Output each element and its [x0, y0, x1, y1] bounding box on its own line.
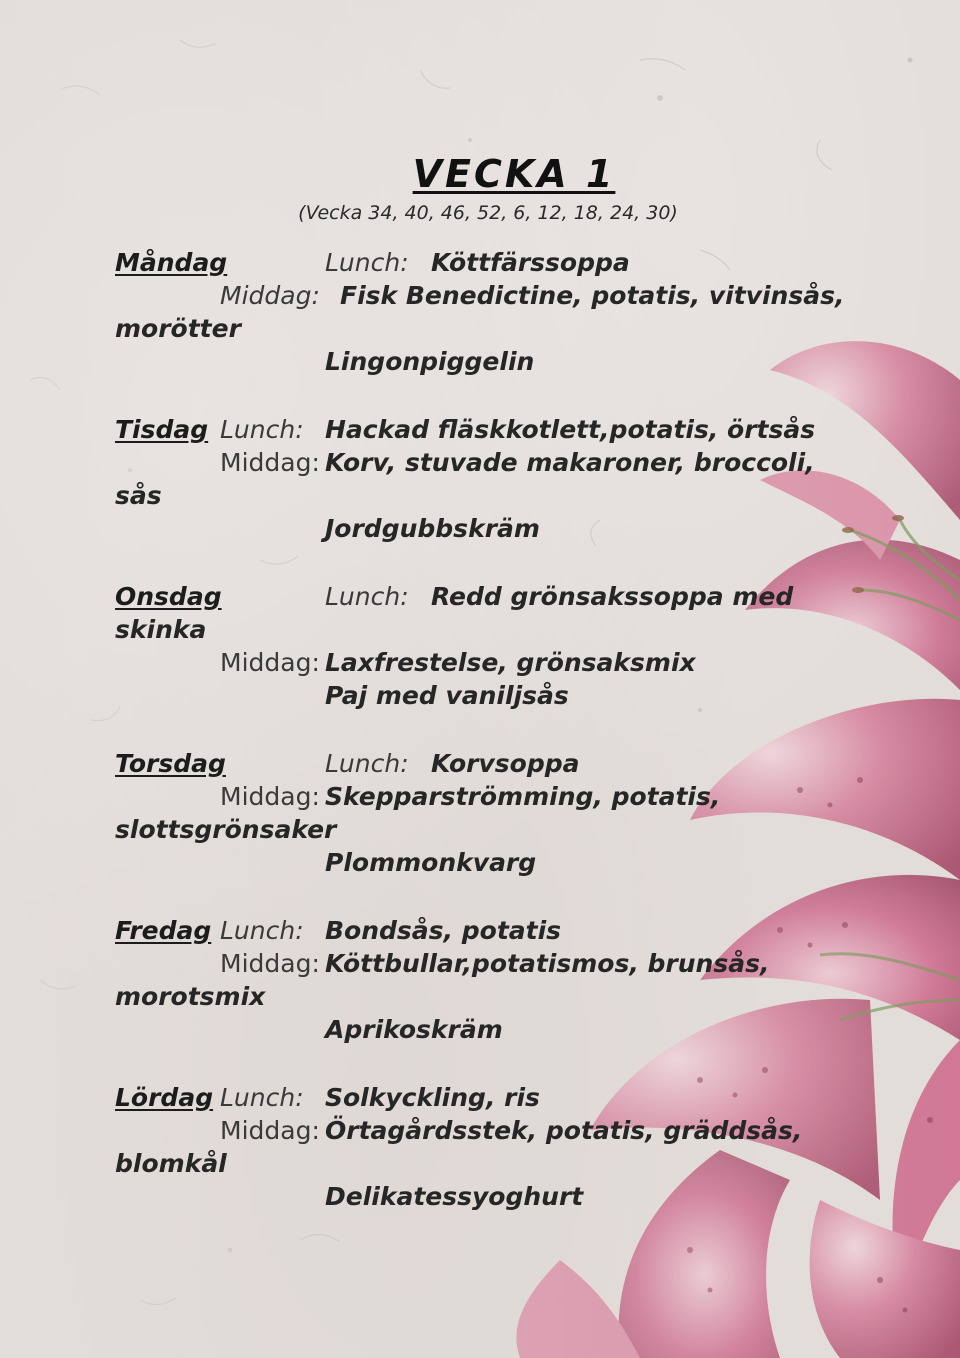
lunch-dish-wednesday: Redd grönsakssoppa med [431, 582, 794, 611]
dinner-dish-monday: Fisk Benedictine, potatis, vitvinsås, [340, 281, 845, 310]
dinner-dish-cont-saturday: blomkål [115, 1149, 227, 1178]
lunch-dish-monday: Köttfärssoppa [431, 248, 630, 277]
lunch-label-saturday: Lunch: [220, 1083, 304, 1112]
dessert-saturday: Delikatessyoghurt [325, 1182, 584, 1211]
day-name-thursday: Torsdag [115, 749, 226, 778]
dinner-dish-cont-thursday: slottsgrönsaker [115, 815, 337, 844]
lunch-label-tuesday: Lunch: [220, 415, 304, 444]
dinner-dish-thursday: Skepparströmming, potatis, [325, 782, 721, 811]
lunch-dish-friday: Bondsås, potatis [325, 916, 562, 945]
week-numbers-subtitle: (Vecka 34, 40, 46, 52, 6, 12, 18, 24, 30) [298, 202, 678, 224]
lunch-label-monday: Lunch: [325, 248, 409, 277]
dinner-label-saturday: Middag: [220, 1116, 320, 1145]
dinner-label-wednesday: Middag: [220, 648, 320, 677]
lunch-label-friday: Lunch: [220, 916, 304, 945]
dessert-tuesday: Jordgubbskräm [325, 514, 540, 543]
lunch-dish-thursday: Korvsoppa [431, 749, 580, 778]
day-name-monday: Måndag [115, 248, 228, 277]
dessert-monday: Lingonpiggelin [325, 347, 535, 376]
dinner-label-tuesday: Middag: [220, 448, 320, 477]
dinner-dish-tuesday: Korv, stuvade makaroner, broccoli, [325, 448, 815, 477]
dinner-dish-wednesday: Laxfrestelse, grönsaksmix [325, 648, 696, 677]
dinner-dish-cont-monday: morötter [115, 314, 241, 343]
dinner-label-monday: Middag: [220, 281, 320, 310]
day-name-wednesday: Onsdag [115, 582, 222, 611]
dinner-dish-friday: Köttbullar,potatismos, brunsås, [325, 949, 770, 978]
dessert-wednesday: Paj med vaniljsås [325, 681, 569, 710]
dinner-label-thursday: Middag: [220, 782, 320, 811]
dessert-thursday: Plommonkvarg [325, 848, 537, 877]
day-name-friday: Fredag [115, 916, 212, 945]
lunch-label-wednesday: Lunch: [325, 582, 409, 611]
dessert-friday: Aprikoskräm [325, 1015, 503, 1044]
dinner-dish-cont-tuesday: sås [115, 481, 162, 510]
lunch-dish-saturday: Solkyckling, ris [325, 1083, 540, 1112]
page-title: VECKA 1 [412, 152, 616, 196]
lunch-dish-tuesday: Hackad fläskkotlett,potatis, örtsås [325, 415, 816, 444]
lunch-dish-cont-wednesday: skinka [115, 615, 207, 644]
dinner-label-friday: Middag: [220, 949, 320, 978]
day-name-saturday: Lördag [115, 1083, 214, 1112]
lunch-label-thursday: Lunch: [325, 749, 409, 778]
day-name-tuesday: Tisdag [115, 415, 209, 444]
dinner-dish-cont-friday: morotsmix [115, 982, 266, 1011]
dinner-dish-saturday: Örtagårdsstek, potatis, gräddsås, [325, 1116, 803, 1145]
